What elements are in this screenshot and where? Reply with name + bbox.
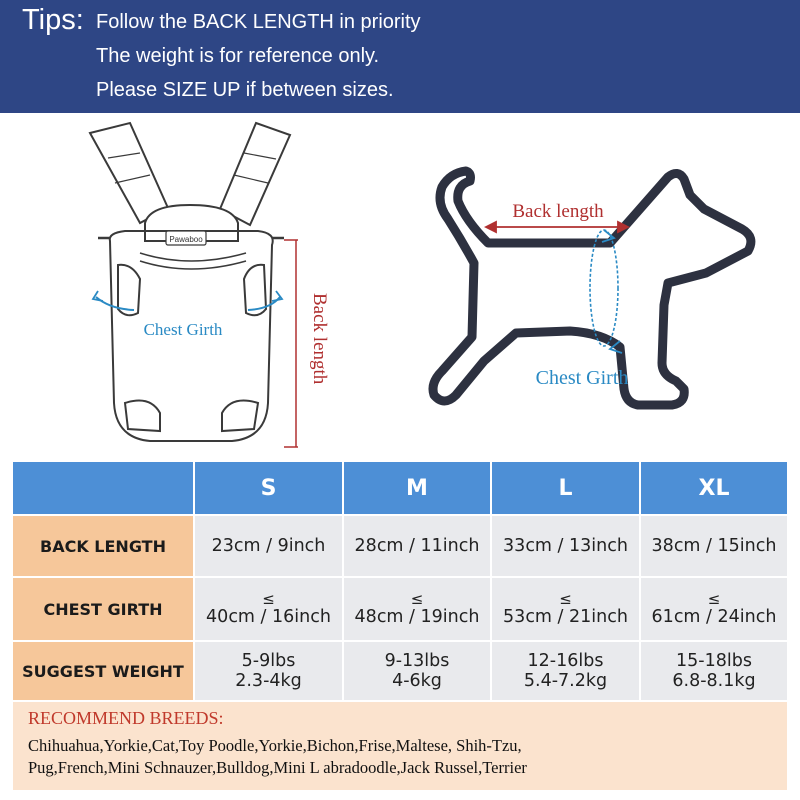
- brand-text: Pawaboo: [169, 235, 203, 244]
- weight-l-lbs: 12-16lbs: [527, 651, 604, 671]
- row-label-chest-girth: CHEST GIRTH: [13, 578, 193, 640]
- row-label-back-length: BACK LENGTH: [13, 516, 193, 576]
- size-header-m: M: [344, 462, 490, 514]
- weight-l-kg: 5.4-7.2kg: [523, 671, 608, 691]
- carrier-chest-girth-label: Chest Girth: [143, 320, 223, 339]
- chest-girth-xl-value: 61cm / 24inch: [651, 607, 777, 627]
- chest-girth-s-value: 40cm / 16inch: [206, 607, 331, 627]
- recommend-breeds-panel: [13, 702, 787, 790]
- chest-girth-s: [195, 578, 342, 640]
- less-equal-symbol: ≤: [559, 590, 572, 608]
- carrier-illustration: [90, 123, 290, 441]
- measurement-illustrations: [0, 113, 800, 460]
- back-length-m: 28cm / 11inch: [344, 516, 490, 576]
- left-strap: [90, 123, 168, 223]
- breeds-line-1: Chihuahua,Yorkie,Cat,Toy Poodle,Yorkie,Bichon,Frise,Maltese, Shih-Tzu,: [28, 736, 522, 755]
- dog-chest-girth-label: Chest Girth: [535, 367, 629, 389]
- dog-back-length-arrow: [486, 222, 628, 232]
- weight-xl: [641, 642, 787, 700]
- less-equal-symbol: ≤: [262, 590, 275, 608]
- chest-girth-m: [344, 578, 490, 640]
- back-length-l: 33cm / 13inch: [492, 516, 639, 576]
- weight-s-kg: 2.3-4kg: [235, 671, 302, 691]
- tip-weight: The weight is for reference only.: [96, 45, 380, 67]
- size-header-xl: XL: [641, 462, 787, 514]
- breeds-line-2: Pug,French,Mini Schnauzer,Bulldog,Mini L abradoodle,Jack Russel,Terrier: [28, 758, 527, 777]
- weight-m-kg: 4-6kg: [392, 671, 442, 691]
- weight-s-lbs: 5-9lbs: [241, 651, 296, 671]
- weight-xl-lbs: 15-18lbs: [676, 651, 752, 671]
- weight-xl-kg: 6.8-8.1kg: [672, 671, 756, 691]
- weight-m-lbs: 9-13lbs: [384, 651, 450, 671]
- chest-girth-m-value: 48cm / 19inch: [354, 607, 480, 627]
- weight-l: [492, 642, 639, 700]
- tips-heading: Tips:: [22, 4, 84, 36]
- tips-banner: [0, 0, 800, 113]
- illustration-canvas: [0, 113, 800, 460]
- weight-s: [195, 642, 342, 700]
- chest-girth-l: [492, 578, 639, 640]
- less-equal-symbol: ≤: [410, 590, 424, 608]
- chest-girth-l-value: 53cm / 21inch: [503, 607, 628, 627]
- size-chart-table: [13, 462, 787, 700]
- rear-leg-hole-left: [125, 401, 160, 431]
- back-length-xl: 38cm / 15inch: [641, 516, 787, 576]
- chest-girth-xl: [641, 578, 787, 640]
- dog-back-length-label: Back length: [512, 201, 604, 222]
- size-header-s: S: [195, 462, 342, 514]
- tip-size-up: Please SIZE UP if between sizes.: [96, 79, 394, 101]
- carrier-back-length-label: Back length: [309, 293, 330, 385]
- size-header-l: L: [492, 462, 639, 514]
- right-strap: [220, 123, 290, 225]
- back-length-s: 23cm / 9inch: [195, 516, 342, 576]
- weight-m: [344, 642, 490, 700]
- less-equal-symbol: ≤: [707, 590, 721, 608]
- header-corner: [13, 462, 193, 514]
- rear-leg-hole-right: [222, 401, 258, 431]
- breeds-title: RECOMMEND BREEDS:: [28, 708, 224, 728]
- tip-back-length: Follow the BACK LENGTH in priority: [96, 11, 421, 33]
- carrier-chest-girth-arrow: [93, 291, 282, 310]
- row-label-suggest-weight: SUGGEST WEIGHT: [13, 642, 193, 700]
- carrier-back-length-bracket: [284, 240, 298, 447]
